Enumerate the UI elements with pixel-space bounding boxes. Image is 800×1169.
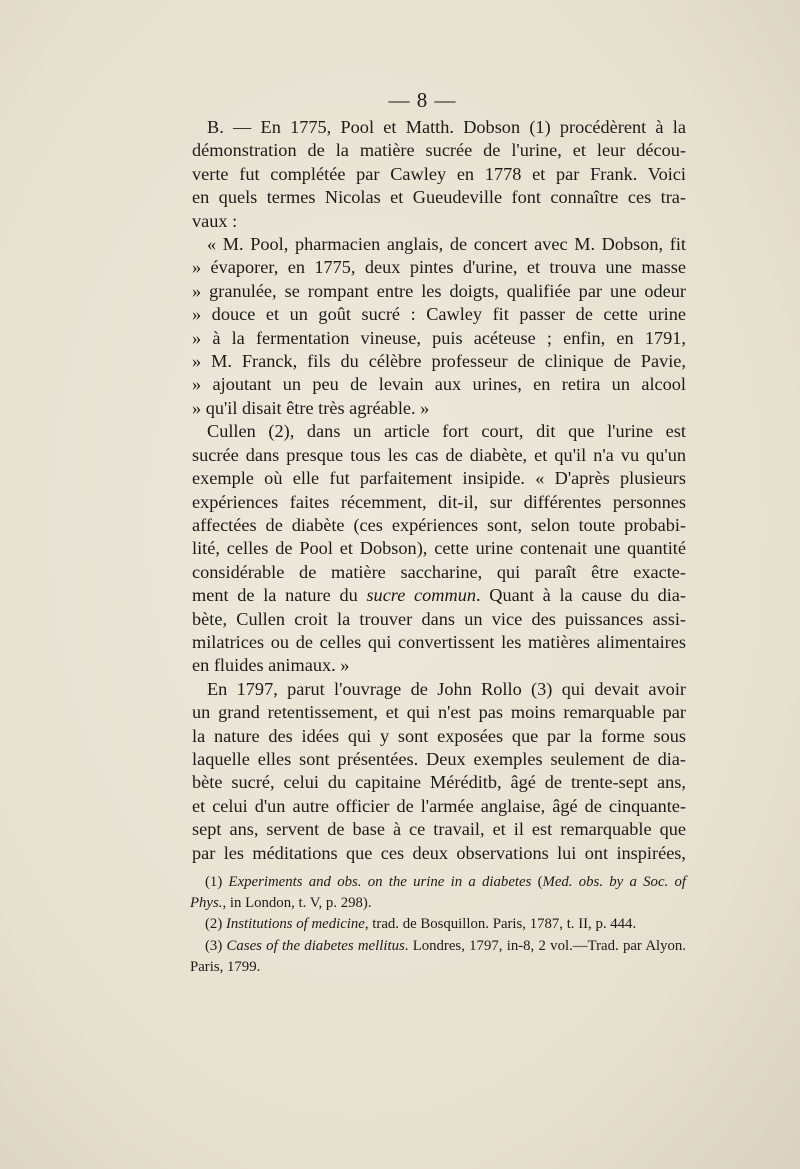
quote-line: » M. Franck, fils du célèbre professeur de clinique de Pavie,	[192, 351, 686, 372]
footnote-title: Experiments and obs. on the urine in a diabetes	[228, 874, 532, 890]
text-segment: , trad. de Bosquillon. Paris, 1787, t. II, p. 444.	[364, 916, 637, 933]
footnote-1-cont	[190, 893, 686, 914]
text-line: considérable de matière saccharine, qui paraît être exacte-	[192, 561, 686, 582]
quote-line: « M. Pool, pharmacien anglais, de concert avec M. Dobson, fit	[207, 234, 686, 255]
text-line: en fluides animaux. »	[192, 655, 350, 676]
text-line: verte fut complétée par Cawley en 1778 et par Frank. Voici	[192, 163, 686, 184]
text-line: et celui d'un autre officier de l'armée anglaise, âgé de cinquante-	[192, 795, 686, 816]
text-line: lité, celles de Pool et Dobson), cette urine contenait une quantité	[192, 538, 686, 559]
footnote-title: Cases of the diabetes mellitus	[226, 937, 405, 954]
text-line: exemple où elle fut parfaitement insipide. « D'après plusieurs	[192, 468, 686, 489]
page-number: — 8 —	[388, 88, 457, 112]
quote-line: » évaporer, en 1775, deux pintes d'urine, et trouva une masse	[192, 257, 686, 278]
quote-line: » à la fermentation vineuse, puis acéteuse ; enfin, en 1791,	[192, 327, 686, 348]
text-line: bète, Cullen croit la trouver dans un vice des puissances assi-	[192, 608, 686, 629]
text-segment: . Londres, 1797, in-8, 2 vol.—Trad. par Alyon.	[404, 937, 687, 954]
text-segment: ment de la nature du	[192, 585, 367, 606]
footnotes	[190, 872, 686, 978]
text-line: En 1797, parut l'ouvrage de John Rollo (3) qui devait avoir	[207, 678, 686, 699]
quote-line: » ajoutant un peu de levain aux urines, en retira un alcool	[192, 374, 686, 395]
footnote-number: (1)	[205, 874, 223, 890]
text-segment: (	[531, 874, 543, 890]
text-line: vaux :	[192, 210, 238, 231]
italic-term: sucre commun	[366, 585, 476, 606]
footnote-1	[190, 872, 686, 893]
text-line: B. — En 1775, Pool et Matth. Dobson (1) procédèrent à la	[207, 117, 686, 137]
text-segment: . Quant à la cause du dia-	[476, 585, 687, 606]
footnote-number: (3)	[205, 937, 223, 954]
text-line: bète sucré, celui du capitaine Méréditb, âgé de trente-sept ans,	[192, 772, 686, 793]
text-line: sucrée dans presque tous les cas de diabète, et qu'il n'a vu qu'un	[192, 444, 686, 465]
quote-line: » qu'il disait être très agréable. »	[192, 397, 430, 418]
text-line: Cullen (2), dans un article fort court, dit que l'urine est	[207, 421, 686, 442]
text-line: en quels termes Nicolas et Gueudeville font connaître ces tra-	[192, 187, 686, 208]
footnote-title: Med. obs. by a Soc. of	[542, 874, 686, 890]
footnote-2	[190, 914, 686, 935]
main-text	[192, 116, 686, 865]
footnote-3	[190, 936, 686, 957]
footnote-3-cont: Paris, 1799.	[190, 958, 261, 975]
footnote-title: Institutions of medicine	[225, 916, 365, 933]
text-line: sept ans, servent de base à ce travail, et il est remarquable que	[192, 819, 686, 840]
footnote-number: (2)	[205, 916, 223, 933]
text-line: la nature des idées qui y sont exposées que par la forme sous	[192, 725, 686, 746]
text-line	[192, 584, 686, 607]
text-line: par les méditations que ces deux observations lui ont inspirées,	[192, 842, 686, 863]
text-line: expériences faites récemment, dit-il, sur différentes personnes	[192, 491, 686, 512]
text-line: laquelle elles sont présentées. Deux exemples seulement de dia-	[192, 748, 686, 769]
quote-line: » douce et un goût sucré : Cawley fit passer de cette urine	[192, 304, 686, 325]
footnote-title: Phys.	[190, 895, 223, 912]
text-line: milatrices ou de celles qui convertissent les matières alimentaires	[192, 631, 686, 652]
text-line: un grand retentissement, et qui n'est pas moins remarquable par	[192, 702, 686, 723]
text-line: affectées de diabète (ces expériences sont, selon toute probabi-	[192, 514, 686, 535]
text-line: démonstration de la matière sucrée de l'urine, et leur décou-	[192, 140, 686, 161]
text-segment: , in London, t. V, p. 298).	[222, 895, 372, 912]
quote-line: » granulée, se rompant entre les doigts, qualifiée par une odeur	[192, 280, 686, 301]
